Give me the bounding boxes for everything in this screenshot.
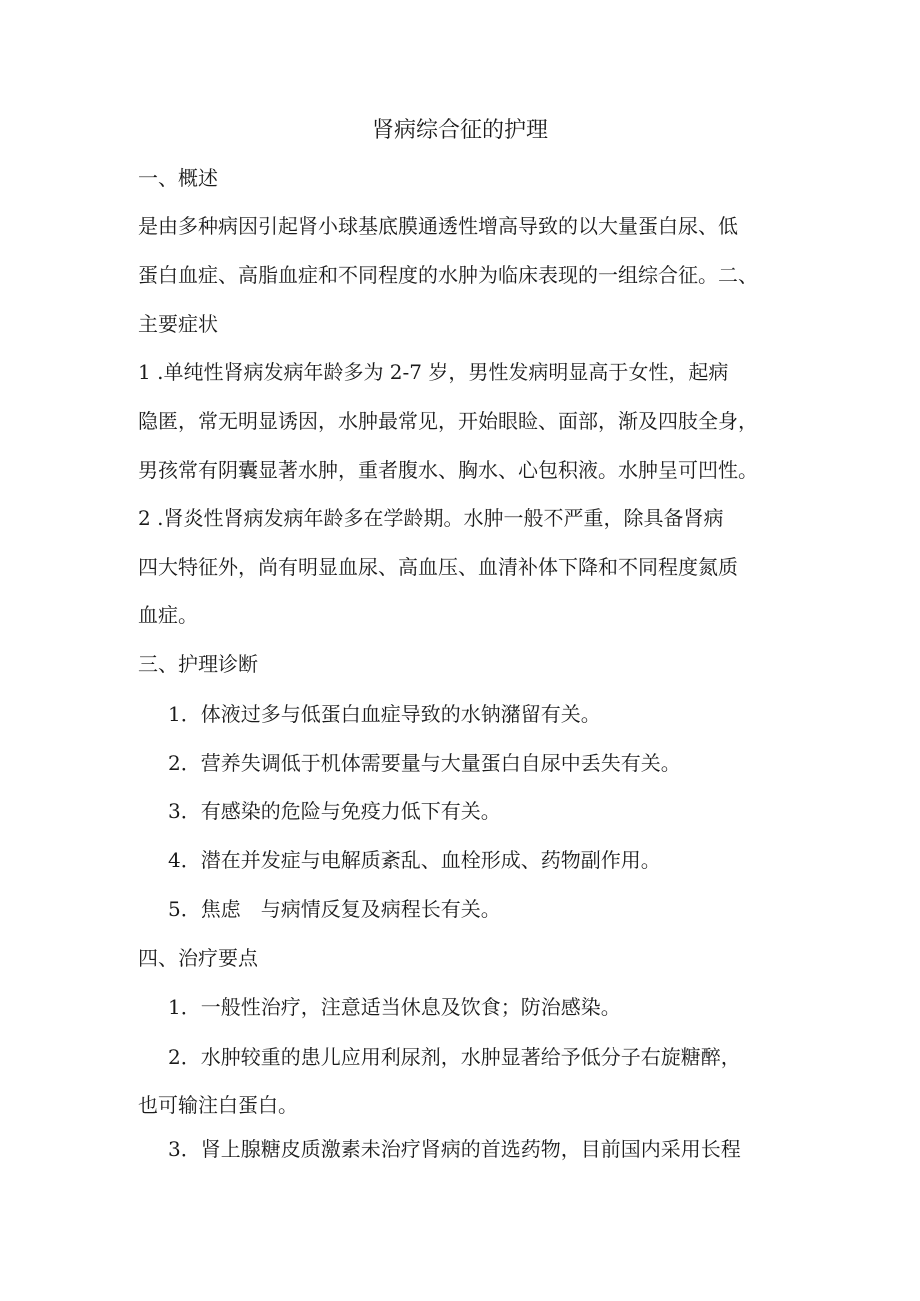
list-item: 1．一般性治疗，注意适当休息及饮食；防治感染。: [168, 995, 621, 1019]
paragraph-line: 血症。: [138, 603, 198, 627]
paragraph-line: 男孩常有阴囊显著水肿，重者腹水、胸水、心包积液。水肿呈可凹性。: [138, 458, 758, 482]
paragraph-line: 是由多种病因引起肾小球基底膜通透性增高导致的以大量蛋白尿、低: [138, 214, 738, 238]
paragraph-line: 2 .肾炎性肾病发病年龄多在学龄期。水肿一般不严重，除具备肾病: [138, 506, 724, 530]
paragraph-line: 也可输注白蛋白。: [138, 1093, 298, 1117]
paragraph-line: 主要症状: [138, 312, 218, 336]
paragraph-line: 隐匿，常无明显诱因，水肿最常见，开始眼睑、面部，渐及四肢全身，: [138, 409, 758, 433]
list-item: 3．有感染的危险与免疫力低下有关。: [168, 799, 501, 823]
section-heading-overview: 一、概述: [138, 166, 218, 190]
section-heading-nursing-diagnosis: 三、护理诊断: [138, 652, 258, 676]
list-item: 2．营养失调低于机体需要量与大量蛋白自尿中丢失有关。: [168, 751, 681, 775]
list-item: 4．潜在并发症与电解质紊乱、血栓形成、药物副作用。: [168, 848, 661, 872]
list-item: 5．焦虑 与病情反复及病程长有关。: [168, 897, 501, 921]
list-item: 3．肾上腺糖皮质激素未治疗肾病的首选药物，目前国内采用长程: [168, 1137, 741, 1161]
paragraph-line: 1 .单纯性肾病发病年龄多为 2-7 岁，男性发病明显高于女性，起病: [138, 360, 729, 384]
document-title: 肾病综合征的护理: [371, 118, 548, 143]
list-item: 2．水肿较重的患儿应用利尿剂，水肿显著给予低分子右旋糖醉，: [168, 1045, 741, 1069]
section-heading-treatment: 四、治疗要点: [138, 946, 258, 970]
paragraph-line: 蛋白血症、高脂血症和不同程度的水肿为临床表现的一组综合征。二、: [138, 263, 758, 287]
list-item: 1．体液过多与低蛋白血症导致的水钠潴留有关。: [168, 702, 601, 726]
paragraph-line: 四大特征外，尚有明显血尿、高血压、血清补体下降和不同程度氮质: [138, 555, 738, 579]
